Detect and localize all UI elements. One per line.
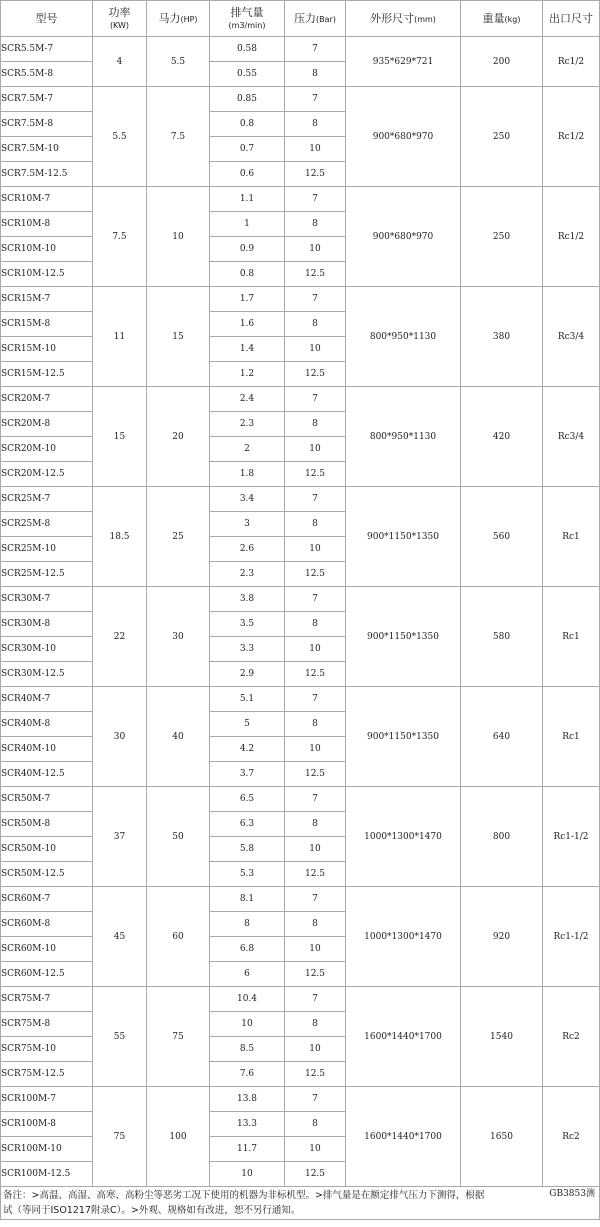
air-flow-cell: 0.58: [210, 37, 285, 62]
model-cell: SCR25M-12.5: [1, 562, 93, 587]
air-flow-cell: 2.3: [210, 412, 285, 437]
header-horsepower: 马力(HP): [147, 1, 210, 37]
table-row: [1, 787, 600, 812]
model-cell: SCR20M-12.5: [1, 462, 93, 487]
footnote: [1, 1187, 600, 1220]
air-flow-cell: 10.4: [210, 987, 285, 1012]
air-flow-cell: 3.3: [210, 637, 285, 662]
pressure-cell: 7: [285, 787, 346, 812]
pressure-cell: 8: [285, 912, 346, 937]
dimensions-cell: 800*950*1130: [346, 387, 461, 487]
pressure-cell: 10: [285, 737, 346, 762]
pressure-cell: 10: [285, 937, 346, 962]
dimensions-cell: 1000*1300*1470: [346, 887, 461, 987]
pressure-cell: 12.5: [285, 462, 346, 487]
header-weight: 重量(kg): [461, 1, 543, 37]
air-flow-cell: 6.3: [210, 812, 285, 837]
model-cell: SCR10M-10: [1, 237, 93, 262]
power-cell: 18.5: [93, 487, 147, 587]
model-cell: SCR30M-8: [1, 612, 93, 637]
power-cell: 11: [93, 287, 147, 387]
air-flow-cell: 0.8: [210, 112, 285, 137]
model-cell: SCR15M-12.5: [1, 362, 93, 387]
pressure-cell: 10: [285, 137, 346, 162]
model-cell: SCR20M-10: [1, 437, 93, 462]
pressure-cell: 8: [285, 712, 346, 737]
weight-cell: 250: [461, 187, 543, 287]
power-cell: 37: [93, 787, 147, 887]
pressure-cell: 8: [285, 312, 346, 337]
model-cell: SCR15M-8: [1, 312, 93, 337]
header-dimensions: 外形尺寸(mm): [346, 1, 461, 37]
pressure-cell: 8: [285, 612, 346, 637]
pressure-cell: 10: [285, 1137, 346, 1162]
pressure-cell: 8: [285, 62, 346, 87]
model-cell: SCR40M-12.5: [1, 762, 93, 787]
footnote-line-1: 备注：>高温、高湿、高寒、高粉尘等恶劣工况下使用的机器为非标机型。>排气量是在额定排气压力下测得，根据: [3, 1190, 485, 1201]
model-cell: SCR100M-10: [1, 1137, 93, 1162]
horsepower-cell: 20: [147, 387, 210, 487]
outlet-cell: Rc3/4: [543, 287, 600, 387]
horsepower-cell: 75: [147, 987, 210, 1087]
model-cell: SCR50M-12.5: [1, 862, 93, 887]
weight-cell: 420: [461, 387, 543, 487]
model-cell: SCR60M-7: [1, 887, 93, 912]
air-flow-cell: 1.2: [210, 362, 285, 387]
model-cell: SCR5.5M-7: [1, 37, 93, 62]
model-cell: SCR30M-7: [1, 587, 93, 612]
model-cell: SCR7.5M-8: [1, 112, 93, 137]
table-row: [1, 37, 600, 62]
pressure-cell: 10: [285, 537, 346, 562]
table-row: [1, 387, 600, 412]
air-flow-cell: 2: [210, 437, 285, 462]
air-flow-cell: 0.55: [210, 62, 285, 87]
model-cell: SCR75M-12.5: [1, 1062, 93, 1087]
outlet-cell: Rc1-1/2: [543, 787, 600, 887]
air-flow-cell: 0.85: [210, 87, 285, 112]
footnote-line-1-end: GB3853测: [549, 1189, 595, 1199]
weight-cell: 250: [461, 87, 543, 187]
pressure-cell: 7: [285, 87, 346, 112]
air-flow-cell: 1.4: [210, 337, 285, 362]
air-flow-cell: 13.8: [210, 1087, 285, 1112]
horsepower-cell: 10: [147, 187, 210, 287]
air-flow-cell: 6.5: [210, 787, 285, 812]
model-cell: SCR25M-7: [1, 487, 93, 512]
pressure-cell: 10: [285, 637, 346, 662]
horsepower-cell: 100: [147, 1087, 210, 1187]
pressure-cell: 8: [285, 1012, 346, 1037]
air-flow-cell: 3.4: [210, 487, 285, 512]
air-flow-cell: 0.8: [210, 262, 285, 287]
model-cell: SCR60M-8: [1, 912, 93, 937]
table-row: [1, 887, 600, 912]
outlet-cell: Rc1/2: [543, 37, 600, 87]
pressure-cell: 10: [285, 1037, 346, 1062]
header-power: 功率 (KW): [93, 1, 147, 37]
dimensions-cell: 935*629*721: [346, 37, 461, 87]
power-cell: 55: [93, 987, 147, 1087]
model-cell: SCR50M-7: [1, 787, 93, 812]
pressure-cell: 8: [285, 512, 346, 537]
weight-cell: 580: [461, 587, 543, 687]
model-cell: SCR100M-12.5: [1, 1162, 93, 1187]
model-cell: SCR20M-7: [1, 387, 93, 412]
header-pressure: 压力(Bar): [285, 1, 346, 37]
weight-cell: 560: [461, 487, 543, 587]
pressure-cell: 10: [285, 837, 346, 862]
air-flow-cell: 2.9: [210, 662, 285, 687]
header-row: [1, 1, 600, 37]
air-flow-cell: 10: [210, 1162, 285, 1187]
table-row: [1, 187, 600, 212]
outlet-cell: Rc2: [543, 987, 600, 1087]
pressure-cell: 7: [285, 887, 346, 912]
model-cell: SCR5.5M-8: [1, 62, 93, 87]
air-flow-cell: 3: [210, 512, 285, 537]
air-flow-cell: 8: [210, 912, 285, 937]
weight-cell: 920: [461, 887, 543, 987]
pressure-cell: 10: [285, 237, 346, 262]
table-row: [1, 587, 600, 612]
model-cell: SCR15M-10: [1, 337, 93, 362]
air-flow-cell: 10: [210, 1012, 285, 1037]
air-flow-cell: 0.7: [210, 137, 285, 162]
model-cell: SCR10M-8: [1, 212, 93, 237]
pressure-cell: 12.5: [285, 1162, 346, 1187]
pressure-cell: 7: [285, 587, 346, 612]
air-flow-cell: 13.3: [210, 1112, 285, 1137]
model-cell: SCR40M-8: [1, 712, 93, 737]
power-cell: 15: [93, 387, 147, 487]
pressure-cell: 7: [285, 687, 346, 712]
weight-cell: 1540: [461, 987, 543, 1087]
weight-cell: 380: [461, 287, 543, 387]
dimensions-cell: 900*680*970: [346, 187, 461, 287]
weight-cell: 200: [461, 37, 543, 87]
model-cell: SCR40M-7: [1, 687, 93, 712]
air-flow-cell: 0.9: [210, 237, 285, 262]
pressure-cell: 12.5: [285, 962, 346, 987]
spec-body: [1, 37, 600, 1187]
outlet-cell: Rc1/2: [543, 87, 600, 187]
dimensions-cell: 1000*1300*1470: [346, 787, 461, 887]
model-cell: SCR100M-7: [1, 1087, 93, 1112]
model-cell: SCR60M-10: [1, 937, 93, 962]
model-cell: SCR50M-10: [1, 837, 93, 862]
power-cell: 30: [93, 687, 147, 787]
pressure-cell: 12.5: [285, 762, 346, 787]
air-flow-cell: 8.1: [210, 887, 285, 912]
pressure-cell: 12.5: [285, 662, 346, 687]
dimensions-cell: 900*1150*1350: [346, 687, 461, 787]
air-flow-cell: 6.8: [210, 937, 285, 962]
power-cell: 4: [93, 37, 147, 87]
horsepower-cell: 5.5: [147, 37, 210, 87]
model-cell: SCR25M-10: [1, 537, 93, 562]
model-cell: SCR100M-8: [1, 1112, 93, 1137]
dimensions-cell: 1600*1440*1700: [346, 1087, 461, 1187]
outlet-cell: Rc3/4: [543, 387, 600, 487]
horsepower-cell: 7.5: [147, 87, 210, 187]
pressure-cell: 10: [285, 337, 346, 362]
air-flow-cell: 1.1: [210, 187, 285, 212]
pressure-cell: 7: [285, 37, 346, 62]
pressure-cell: 12.5: [285, 162, 346, 187]
model-cell: SCR50M-8: [1, 812, 93, 837]
weight-cell: 1650: [461, 1087, 543, 1187]
air-flow-cell: 1.6: [210, 312, 285, 337]
model-cell: SCR75M-7: [1, 987, 93, 1012]
air-flow-cell: 5.3: [210, 862, 285, 887]
pressure-cell: 8: [285, 812, 346, 837]
horsepower-cell: 25: [147, 487, 210, 587]
horsepower-cell: 60: [147, 887, 210, 987]
power-cell: 22: [93, 587, 147, 687]
model-cell: SCR20M-8: [1, 412, 93, 437]
power-cell: 5.5: [93, 87, 147, 187]
air-flow-cell: 1.7: [210, 287, 285, 312]
horsepower-cell: 15: [147, 287, 210, 387]
model-cell: SCR60M-12.5: [1, 962, 93, 987]
model-cell: SCR7.5M-12.5: [1, 162, 93, 187]
weight-cell: 800: [461, 787, 543, 887]
pressure-cell: 7: [285, 487, 346, 512]
air-flow-cell: 6: [210, 962, 285, 987]
air-flow-cell: 2.4: [210, 387, 285, 412]
power-cell: 45: [93, 887, 147, 987]
air-flow-cell: 3.8: [210, 587, 285, 612]
air-flow-cell: 0.6: [210, 162, 285, 187]
table-row: [1, 487, 600, 512]
dimensions-cell: 900*1150*1350: [346, 487, 461, 587]
model-cell: SCR15M-7: [1, 287, 93, 312]
outlet-cell: Rc2: [543, 1087, 600, 1187]
horsepower-cell: 50: [147, 787, 210, 887]
air-flow-cell: 3.5: [210, 612, 285, 637]
air-flow-cell: 5.8: [210, 837, 285, 862]
dimensions-cell: 1600*1440*1700: [346, 987, 461, 1087]
air-flow-cell: 3.7: [210, 762, 285, 787]
header-model: 型号: [1, 1, 93, 37]
air-flow-cell: 11.7: [210, 1137, 285, 1162]
table-row: [1, 1087, 600, 1112]
footnote-row: [1, 1187, 600, 1220]
air-flow-cell: 7.6: [210, 1062, 285, 1087]
pressure-cell: 8: [285, 212, 346, 237]
air-flow-cell: 8.5: [210, 1037, 285, 1062]
model-cell: SCR75M-10: [1, 1037, 93, 1062]
model-cell: SCR30M-10: [1, 637, 93, 662]
pressure-cell: 7: [285, 1087, 346, 1112]
air-flow-cell: 5: [210, 712, 285, 737]
pressure-cell: 7: [285, 987, 346, 1012]
air-flow-cell: 1.8: [210, 462, 285, 487]
horsepower-cell: 30: [147, 587, 210, 687]
pressure-cell: 7: [285, 187, 346, 212]
air-flow-cell: 2.3: [210, 562, 285, 587]
power-cell: 7.5: [93, 187, 147, 287]
outlet-cell: Rc1: [543, 487, 600, 587]
model-cell: SCR10M-7: [1, 187, 93, 212]
table-row: [1, 287, 600, 312]
horsepower-cell: 40: [147, 687, 210, 787]
power-cell: 75: [93, 1087, 147, 1187]
pressure-cell: 12.5: [285, 862, 346, 887]
pressure-cell: 12.5: [285, 1062, 346, 1087]
model-cell: SCR7.5M-7: [1, 87, 93, 112]
dimensions-cell: 800*950*1130: [346, 287, 461, 387]
pressure-cell: 10: [285, 437, 346, 462]
pressure-cell: 8: [285, 1112, 346, 1137]
model-cell: SCR40M-10: [1, 737, 93, 762]
table-row: [1, 87, 600, 112]
pressure-cell: 7: [285, 287, 346, 312]
header-air-flow: 排气量 (m3/min): [210, 1, 285, 37]
weight-cell: 640: [461, 687, 543, 787]
pressure-cell: 7: [285, 387, 346, 412]
footnote-line-2: 试（等同于ISO1217附录C）。>外观、规格如有改进，恕不另行通知。: [3, 1205, 301, 1216]
outlet-cell: Rc1: [543, 687, 600, 787]
outlet-cell: Rc1/2: [543, 187, 600, 287]
model-cell: SCR7.5M-10: [1, 137, 93, 162]
outlet-cell: Rc1: [543, 587, 600, 687]
table-row: [1, 987, 600, 1012]
air-flow-cell: 5.1: [210, 687, 285, 712]
air-flow-cell: 2.6: [210, 537, 285, 562]
model-cell: SCR10M-12.5: [1, 262, 93, 287]
pressure-cell: 12.5: [285, 362, 346, 387]
pressure-cell: 12.5: [285, 262, 346, 287]
dimensions-cell: 900*1150*1350: [346, 587, 461, 687]
air-flow-cell: 1: [210, 212, 285, 237]
pressure-cell: 12.5: [285, 562, 346, 587]
pressure-cell: 8: [285, 412, 346, 437]
outlet-cell: Rc1-1/2: [543, 887, 600, 987]
header-outlet: 出口尺寸: [543, 1, 600, 37]
pressure-cell: 8: [285, 112, 346, 137]
table-row: [1, 687, 600, 712]
model-cell: SCR25M-8: [1, 512, 93, 537]
dimensions-cell: 900*680*970: [346, 87, 461, 187]
model-cell: SCR30M-12.5: [1, 662, 93, 687]
model-cell: SCR75M-8: [1, 1012, 93, 1037]
air-flow-cell: 4.2: [210, 737, 285, 762]
